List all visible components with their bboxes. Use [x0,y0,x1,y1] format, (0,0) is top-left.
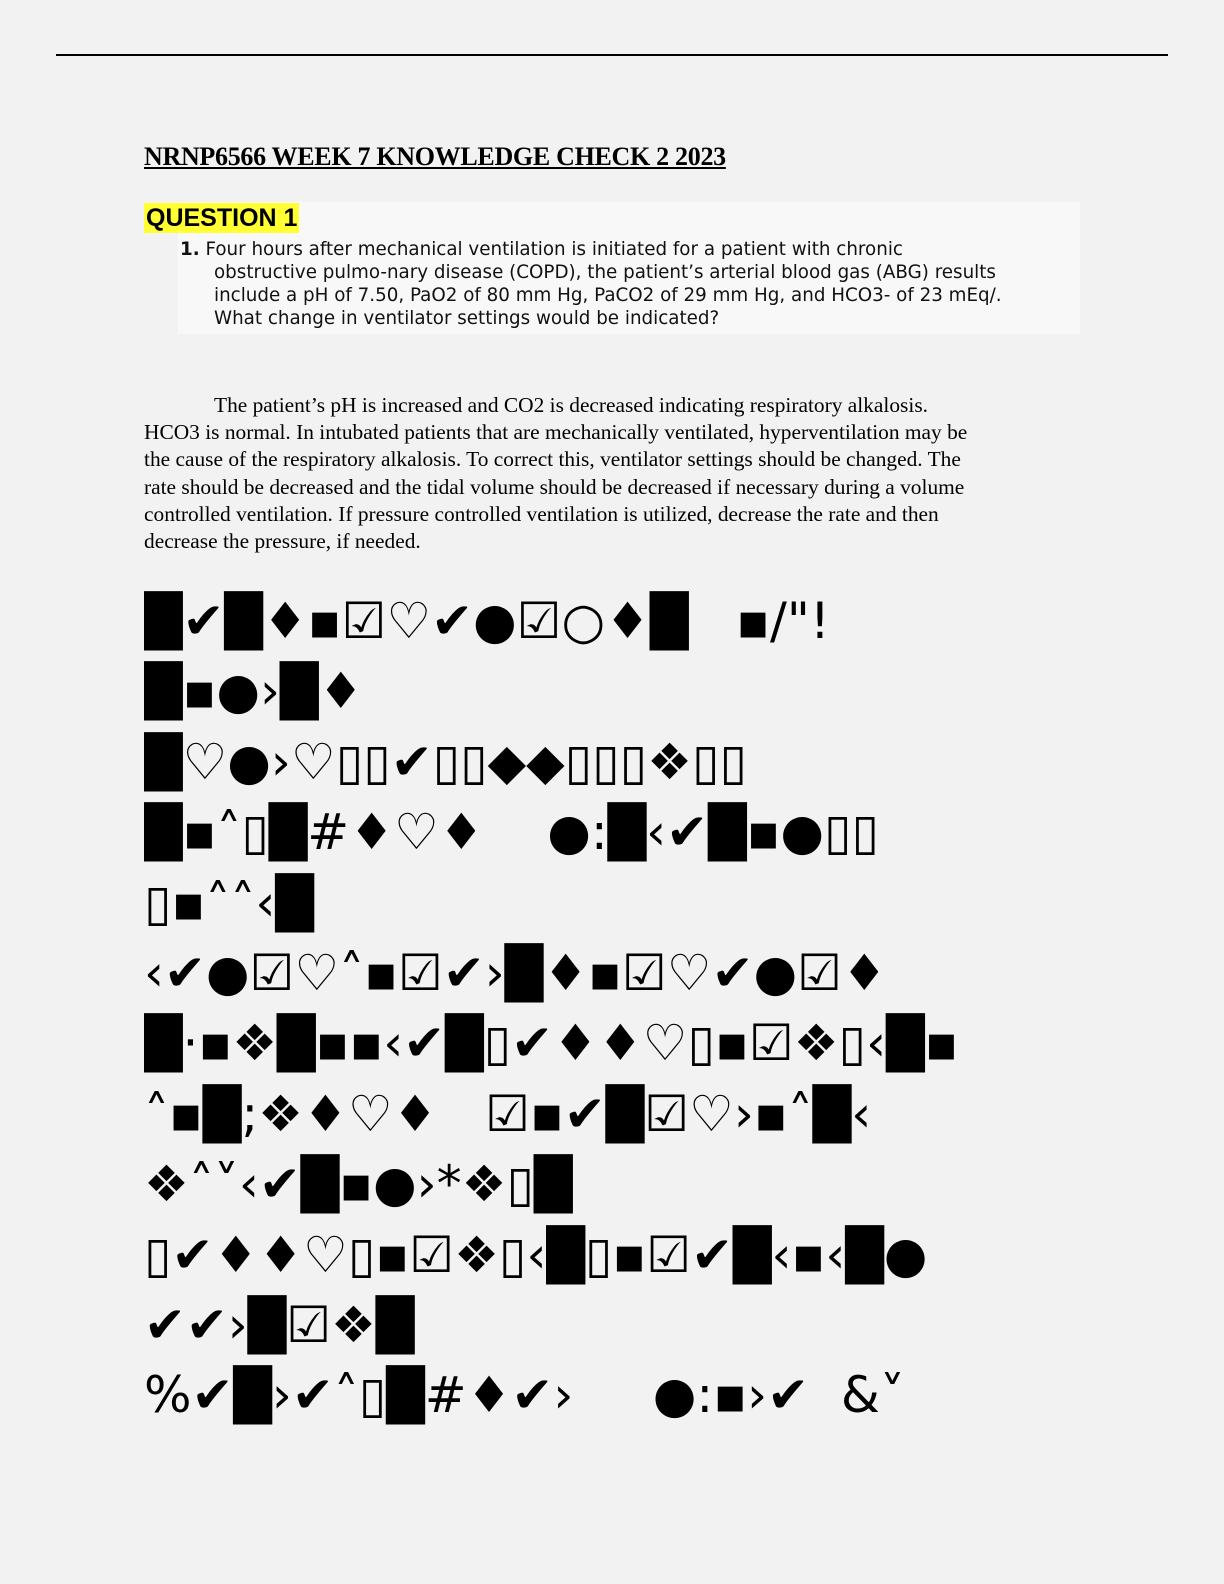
document-title: NRNP6566 WEEK 7 KNOWLEDGE CHECK 2 2023 [144,142,726,171]
answer-line: The patient’s pH is increased and CO2 is decreased indicating respiratory alkalosis. [214,393,928,417]
garbled-line: █▪˄▯█#♦♡♦ ●:█‹✔█▪●▯▯ [144,803,880,862]
garbled-line: ❖˄˅‹✔█▪●›*❖▯█ [144,1155,573,1214]
garbled-line: █♡●›♡▯▯✔▯▯◆◆▯▯▯❖▯▯ [144,732,747,791]
garbled-line: ▯✔♦♦♡▯▪☑❖▯‹█▯▪☑✔█‹▪‹█● [144,1225,928,1284]
question-label: QUESTION 1 [146,204,298,232]
answer-paragraph [144,392,1064,555]
garbled-line: ‹✔●☑♡˄▪☑✔›█♦▪☑♡✔●☑♦ [144,943,887,1002]
garbled-line: ˄▪█;❖♦♡♦ ☑▪✔█☑♡›▪˄█‹ [144,1084,872,1143]
garbled-line: %✔█›✔˄▯█#♦✔› ●:▪›✔ &˅ [144,1366,905,1425]
garbled-line: █·▪❖█▪▪‹✔█▯✔♦♦♡▯▪☑❖▯‹█▪ [144,1014,959,1073]
garbled-glyph-block [144,586,1144,1431]
garbled-line: ▯▪˄˄‹█ [144,873,314,932]
answer-line: rate should be decreased and the tidal volume should be decreased if necessary during a volume [144,474,965,499]
answer-line: the cause of the respiratory alkalosis. To correct this, ventilator settings should be changed. The [144,447,961,472]
question-number: 1. [180,239,200,260]
answer-line: controlled ventilation. If pressure controlled ventilation is utilized, decrease the rate and then [144,501,939,526]
answer-line: HCO3 is normal. In intubated patients that are mechanically ventilated, hyperventilation may be [144,420,968,445]
garbled-line: █✔█♦▪☑♡✔●☑○♦█ ▪/"! [144,592,830,650]
top-rule [56,54,1168,56]
answer-line: decrease the pressure, if needed. [144,529,421,554]
garbled-line: █▪●›█♦ [144,662,364,721]
question-line: 1. Four hours after mechanical ventilation is initiated for a patient with chronic [180,239,903,260]
question-line: What change in ventilator settings would be indicated? [214,308,720,329]
garbled-line: ✔✔›█☑❖█ [144,1295,415,1354]
question-text [180,238,1080,330]
question-line: include a pH of 7.50, PaO2 of 80 mm Hg, PaCO2 of 29 mm Hg, and HCO3- of 23 mEq/. [214,285,1002,306]
question-line: obstructive pulmo-nary disease (COPD), the patient’s arterial blood gas (ABG) results [214,262,996,283]
